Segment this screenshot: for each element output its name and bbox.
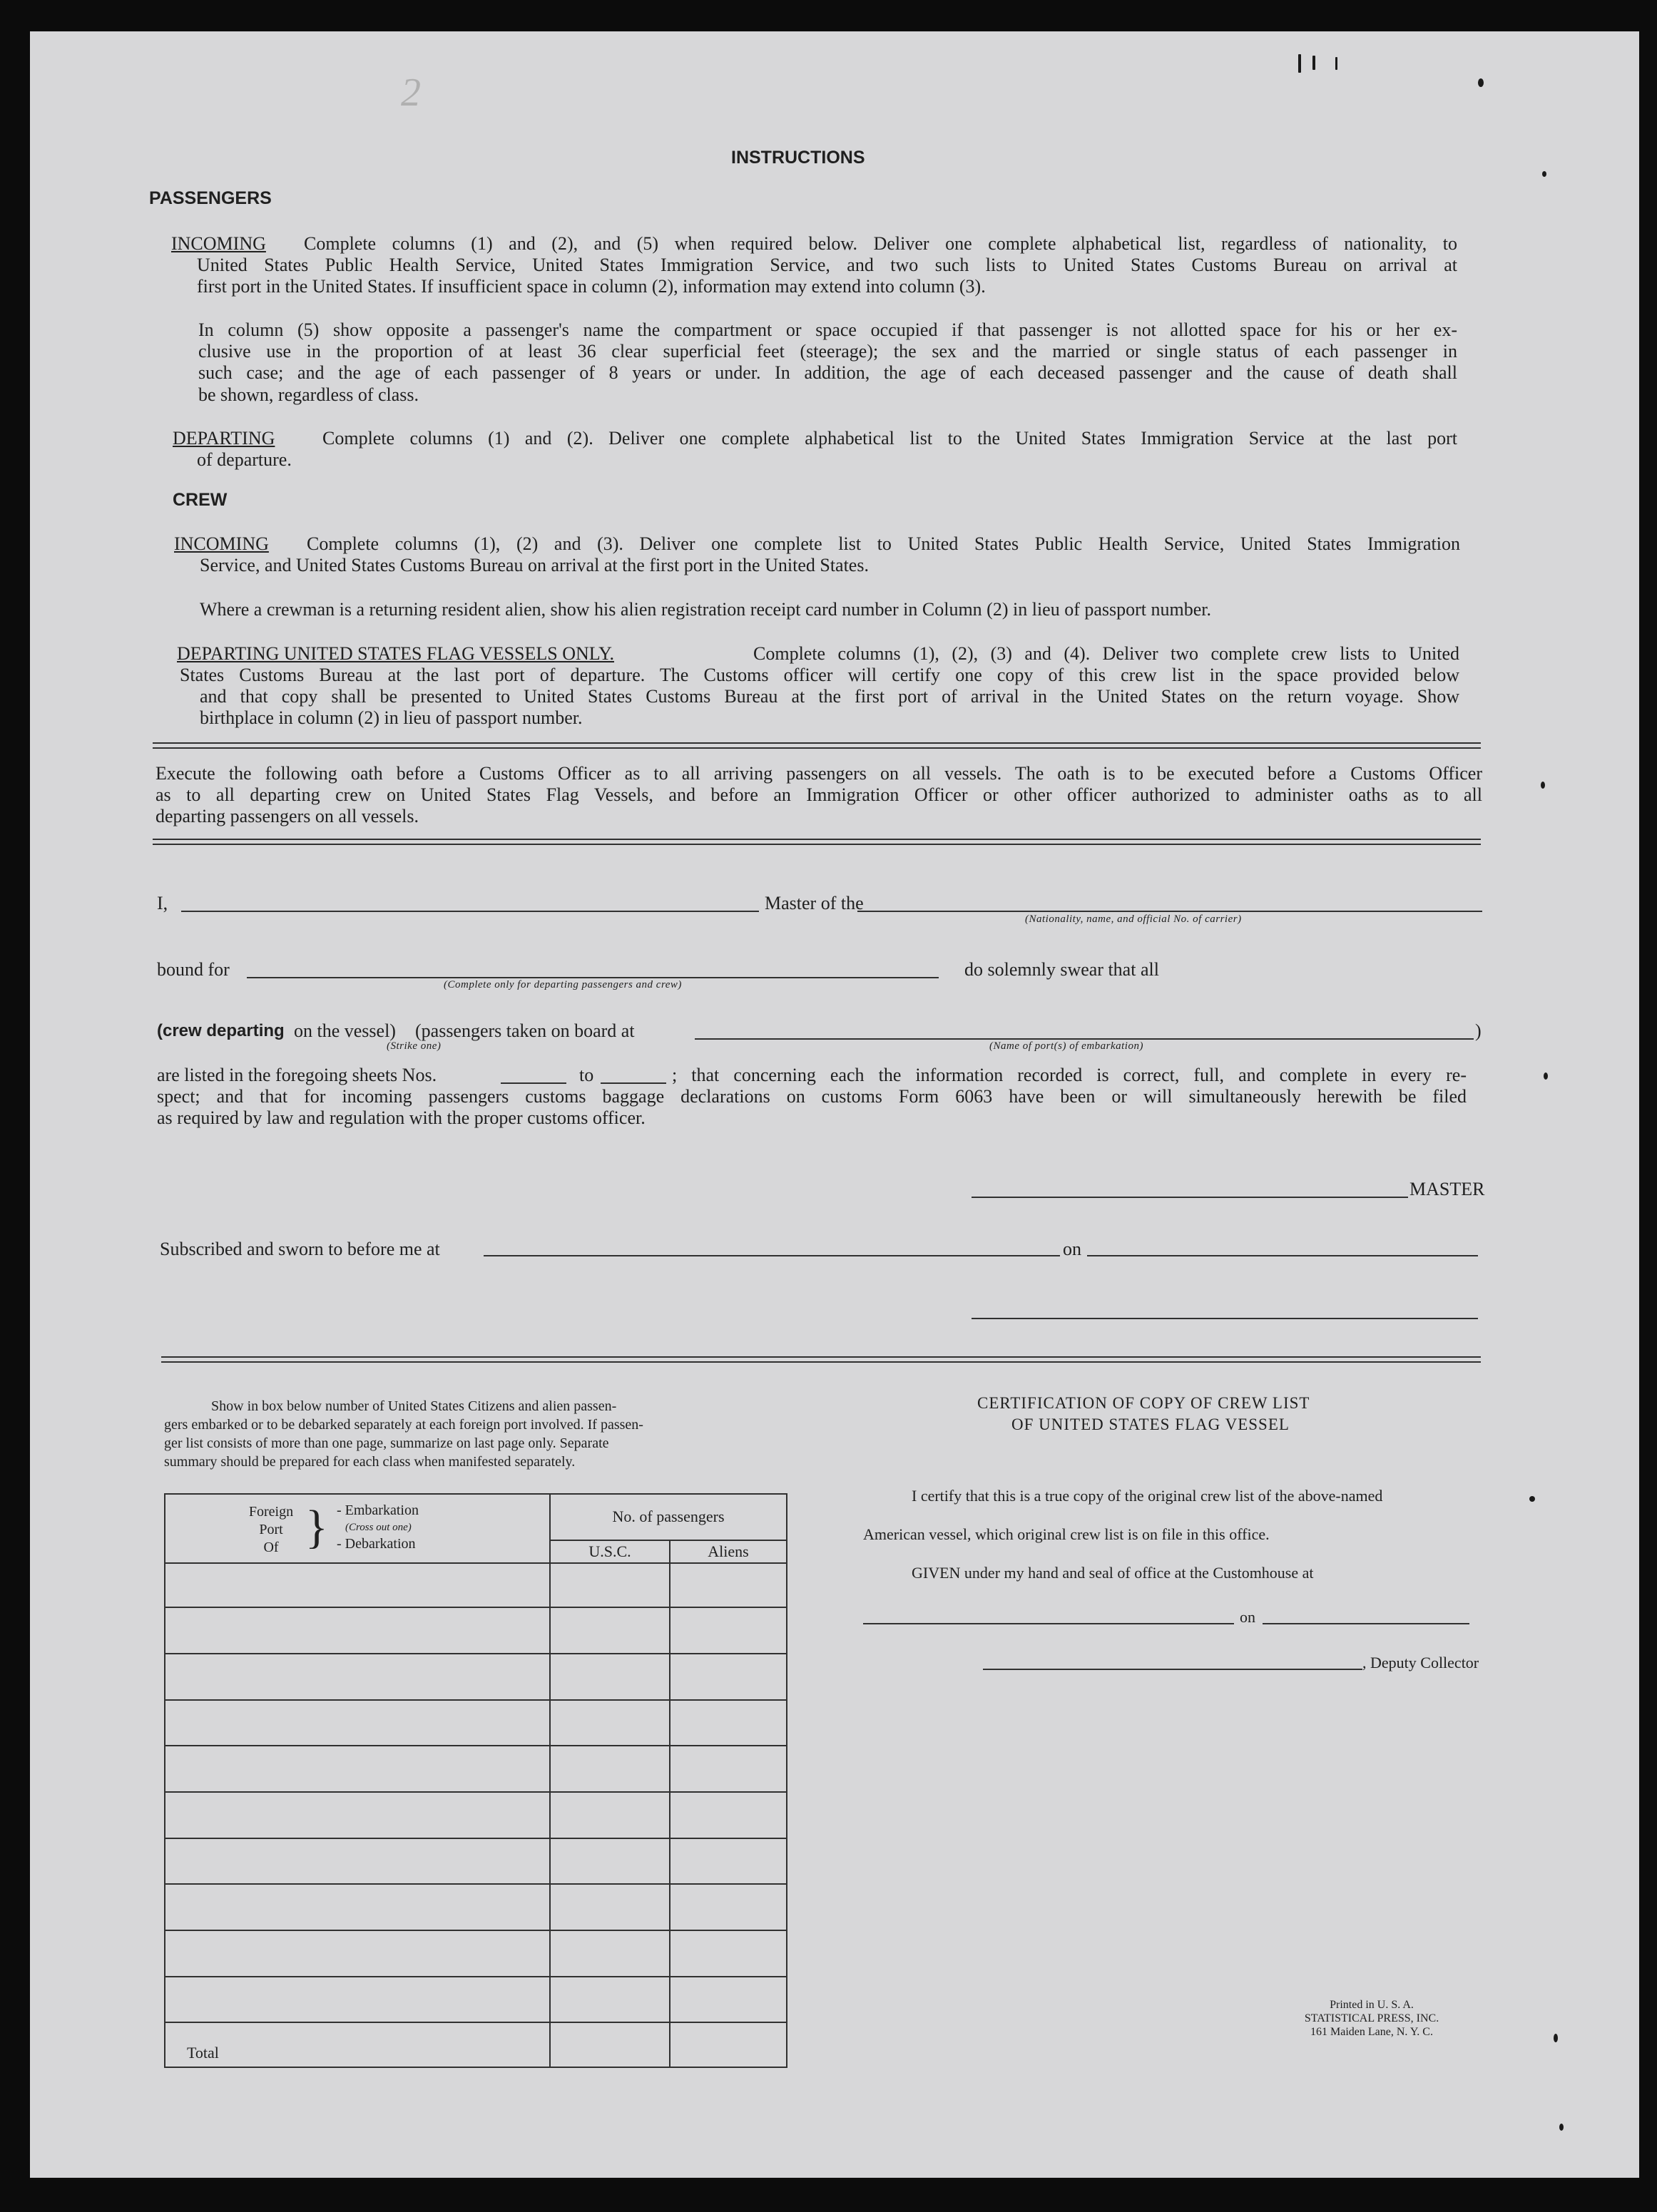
crew-incoming-text: Complete columns (1), (2) and (3). Deliver one complete list to United States Public Health Service, United States Immigration	[307, 533, 1460, 554]
oath-intro: Execute the following oath before a Customs Officer as to all arriving passengers on all vessels. The oath is to be executed before a Customs Officer	[155, 763, 1482, 784]
aliens-header: Aliens	[670, 1540, 787, 1563]
embarkation-port-blank[interactable]	[695, 1038, 1474, 1040]
oath-i-label: I,	[157, 893, 168, 913]
strike-caption: (Strike one)	[387, 1040, 442, 1052]
port-caption: (Name of port(s) of embarkation)	[989, 1040, 1143, 1052]
table-row	[165, 1838, 787, 1885]
passengers-incoming-text: Complete columns (1) and (2), and (5) when required below. Deliver one complete alphabetical list, regardless of nationality, to	[304, 233, 1457, 254]
crew-departing-text: States Customs Bureau at the last port of departure. The Customs officer will certify one copy of this crew list in the space provided below	[180, 665, 1459, 685]
handwritten-page-number: 2	[401, 71, 421, 115]
bound-for-label: bound for	[157, 959, 230, 980]
passengers-title: PASSENGERS	[149, 188, 272, 208]
table-total-row	[165, 2022, 787, 2067]
no-passengers-header: No. of passengers	[550, 1494, 787, 1540]
usc-header: U.S.C.	[550, 1540, 670, 1563]
oath-intro: departing passengers on all vessels.	[155, 806, 419, 826]
passengers-departing-text: Complete columns (1) and (2). Deliver one complete alphabetical list to the United States Immigration Service at the last port	[322, 428, 1457, 449]
passengers-departing-label: DEPARTING	[173, 428, 275, 449]
passengers-incoming-label: INCOMING	[171, 233, 266, 254]
column5-instructions: clusive use in the proportion of at least 36 clear superficial feet (steerage); the sex and the married or single status of each passenger in	[198, 341, 1457, 362]
customhouse-place-blank[interactable]	[863, 1623, 1234, 1624]
nationality-caption: (Nationality, name, and official No. of carrier)	[1025, 913, 1242, 925]
passengers-incoming-text: United States Public Health Service, United States Immigration Service, and two such lists to United States Customs Bureau on arrival at	[197, 255, 1457, 275]
scan-mark	[1312, 56, 1315, 70]
to-label: to	[579, 1065, 594, 1085]
crew-title: CREW	[173, 490, 228, 510]
on-the-vessel-text: on the vessel)	[294, 1020, 396, 1041]
bound-for-blank[interactable]	[247, 977, 939, 978]
foreign-label: Foreign	[248, 1504, 294, 1520]
printer-line: Printed in U. S. A.	[1330, 1999, 1414, 2011]
close-paren: )	[1475, 1020, 1482, 1041]
debarkation-label: - Debarkation	[337, 1536, 416, 1552]
certification-text: American vessel, which original crew list is on file in this office.	[863, 1525, 1270, 1543]
summary-instructions: gers embarked or to be debarked separately at each foreign port involved. If passen-	[164, 1417, 643, 1433]
table-row	[165, 1700, 787, 1746]
cross-out-caption: (Cross out one)	[345, 1522, 412, 1533]
table-row	[165, 1884, 787, 1930]
summary-instructions: ger list consists of more than one page, summarize on last page only. Separate	[164, 1435, 609, 1451]
scan-mark	[1298, 54, 1301, 73]
foreign-port-header	[165, 1494, 550, 1563]
crew-departing-option: (crew departing	[157, 1021, 285, 1040]
certification-text: GIVEN under my hand and seal of office at the Customhouse at	[912, 1564, 1314, 1582]
scan-mark	[1554, 2034, 1558, 2042]
master-of-the-label: Master of the	[765, 893, 864, 913]
subscribed-date-blank[interactable]	[1087, 1255, 1478, 1256]
table-header-row	[165, 1494, 787, 1540]
total-label: Total	[165, 2022, 550, 2067]
summary-instructions: summary should be prepared for each class when manifested separately.	[164, 1454, 576, 1470]
sheet-from-blank[interactable]	[501, 1082, 566, 1084]
table-row	[165, 1746, 787, 1792]
certification-on-label: on	[1240, 1608, 1255, 1626]
solemnly-swear-text: do solemnly swear that all	[964, 959, 1159, 980]
crew-departing-text: and that copy shall be presented to United States Customs Bureau at the first port of arrival in the United States on the return voyage. Show	[200, 686, 1459, 707]
complete-caption: (Complete only for departing passengers and crew)	[444, 979, 682, 990]
oath-statement: as required by law and regulation with the proper customs officer.	[157, 1107, 646, 1128]
passengers-incoming-text: first port in the United States. If insufficient space in column (2), information may extend into column (3).	[197, 276, 986, 297]
passengers-taken-option: (passengers taken on board at	[415, 1020, 635, 1041]
deputy-signature-blank[interactable]	[983, 1669, 1362, 1670]
printer-line: 161 Maiden Lane, N. Y. C.	[1310, 2026, 1433, 2038]
scan-mark	[1335, 57, 1337, 70]
crew-incoming-label: INCOMING	[174, 533, 269, 554]
scan-mark	[1529, 1496, 1535, 1502]
certification-title: CERTIFICATION OF COPY OF CREW LIST	[977, 1394, 1310, 1412]
printer-line: STATISTICAL PRESS, INC.	[1304, 2012, 1439, 2024]
brace-icon: }	[305, 1501, 328, 1553]
scan-mark	[1478, 78, 1484, 87]
divider	[153, 839, 1481, 845]
listed-sheets-text: are listed in the foregoing sheets Nos.	[157, 1065, 437, 1085]
passenger-summary-table	[164, 1493, 787, 2068]
table-row	[165, 1977, 787, 2023]
table-row	[165, 1607, 787, 1654]
scan-mark	[1541, 782, 1545, 789]
master-name-blank[interactable]	[181, 911, 759, 912]
table-row	[165, 1654, 787, 1700]
printer-imprint	[1243, 1998, 1501, 2039]
crew-departing-text: birthplace in column (2) in lieu of passport number.	[200, 707, 583, 728]
divider	[161, 1356, 1481, 1363]
column5-instructions: be shown, regardless of class.	[198, 384, 419, 405]
crew-incoming-text: Service, and United States Customs Bureau on arrival at the first port in the United States.	[200, 555, 869, 575]
passengers-departing-text: of departure.	[197, 449, 292, 470]
deputy-collector-label: , Deputy Collector	[1362, 1654, 1479, 1671]
certification-title: OF UNITED STATES FLAG VESSEL	[1011, 1415, 1290, 1433]
master-label: MASTER	[1409, 1179, 1485, 1199]
table-row	[165, 1563, 787, 1608]
subscribed-on-label: on	[1063, 1239, 1081, 1259]
subscribed-text: Subscribed and sworn to before me at	[160, 1239, 440, 1259]
form-page	[30, 31, 1639, 2178]
oath-statement: ; that concerning each the information recorded is correct, full, and complete in every re-	[672, 1065, 1467, 1085]
table-row	[165, 1792, 787, 1838]
scan-mark	[1542, 171, 1546, 177]
master-signature-blank[interactable]	[972, 1197, 1408, 1198]
divider	[153, 742, 1481, 749]
of-label: Of	[263, 1540, 279, 1555]
officer-signature-blank[interactable]	[972, 1318, 1478, 1319]
instructions-heading: INSTRUCTIONS	[731, 148, 865, 168]
returning-resident-text: Where a crewman is a returning resident alien, show his alien registration receipt card number in Column (2) in lieu of passport number.	[200, 599, 1212, 620]
column5-instructions: such case; and the age of each passenger of 8 years or under. In addition, the age of each deceased passenger and the cause of death shall	[198, 362, 1457, 383]
sheet-to-blank[interactable]	[601, 1082, 666, 1084]
port-label: Port	[259, 1522, 283, 1537]
oath-statement: spect; and that for incoming passengers customs baggage declarations on customs Form 6063 have been or will simultaneously herewith be filed	[157, 1086, 1467, 1107]
table-row	[165, 1930, 787, 1977]
carrier-blank[interactable]	[857, 911, 1482, 912]
summary-instructions: Show in box below number of United States Citizens and alien passen-	[211, 1398, 617, 1414]
crew-departing-text: Complete columns (1), (2), (3) and (4). Deliver two complete crew lists to United	[753, 643, 1459, 664]
crew-departing-label: DEPARTING UNITED STATES FLAG VESSELS ONLY.	[177, 643, 614, 664]
scan-mark	[1544, 1072, 1548, 1080]
embarkation-label: - Embarkation	[337, 1502, 419, 1518]
subscribed-place-blank[interactable]	[484, 1255, 1060, 1256]
column5-instructions: In column (5) show opposite a passenger's name the compartment or space occupied if that passenger is not allotted space for his or her ex-	[198, 319, 1457, 340]
scan-mark	[1559, 2124, 1564, 2131]
oath-intro: as to all departing crew on United States Flag Vessels, and before an Immigration Officer or other officer authorized to administer oaths as to all	[155, 784, 1482, 805]
certification-date-blank[interactable]	[1263, 1623, 1469, 1624]
certification-text: I certify that this is a true copy of the original crew list of the above-named	[912, 1487, 1383, 1505]
